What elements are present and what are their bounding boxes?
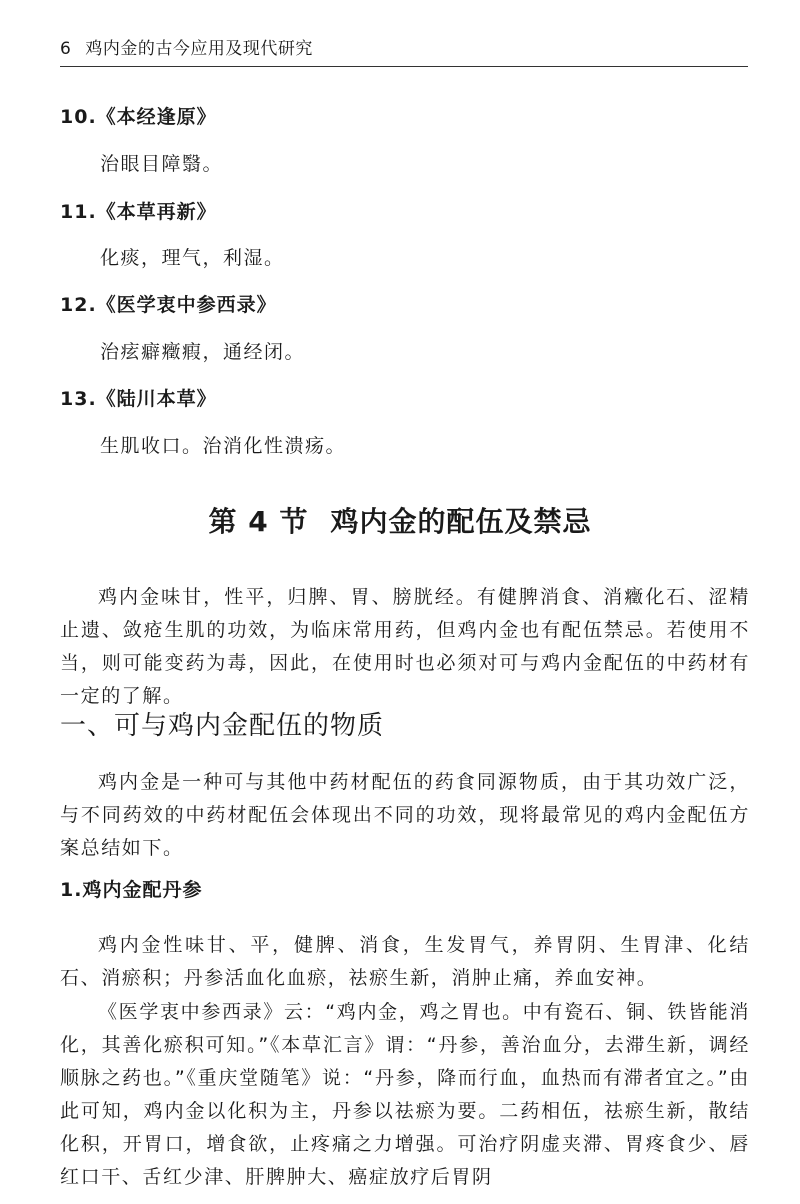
- subsection-intro-paragraph: 鸡内金是一种可与其他中药材配伍的药食同源物质，由于其功效广泛，与不同药效的中药材配伍会体现出不同的功效，现将最常见的鸡内金配伍方案总结如下。: [60, 771, 750, 859]
- page-number: 6: [60, 39, 72, 59]
- entry-title: 10.《本经逢原》: [60, 106, 217, 128]
- section-label: 第 4 节: [208, 505, 309, 538]
- entry-title: 11.《本草再新》: [60, 201, 217, 223]
- section-heading: [0, 500, 800, 540]
- entry-text: 生肌收口。治消化性溃疡。: [100, 435, 347, 457]
- section-intro-paragraph: 鸡内金味甘，性平，归脾、胃、膀胱经。有健脾消食、消癥化石、涩精止遗、敛疮生肌的功效，为临床常用药，但鸡内金也有配伍禁忌。若使用不当，则可能变药为毒，因此，在使用时也必须对可与鸡内金配伍的中药材有一定的了解。: [60, 586, 750, 707]
- entry-title: 13.《陆川本草》: [60, 388, 217, 410]
- entry-text: 治痃癖癥瘕，通经闭。: [100, 341, 306, 363]
- section-title: 鸡内金的配伍及禁忌: [330, 505, 592, 538]
- running-header: [60, 34, 313, 59]
- item-paragraph-1: 鸡内金性味甘、平，健脾、消食，生发胃气，养胃阴、生胃津、化结石、消瘀积；丹参活血化血瘀，祛瘀生新，消肿止痛，养血安神。: [60, 934, 750, 989]
- book-title: 鸡内金的古今应用及现代研究: [85, 39, 313, 59]
- entry-title: 12.《医学衷中参西录》: [60, 294, 277, 316]
- entry-text: 治眼目障翳。: [100, 153, 224, 175]
- header-rule: [60, 66, 748, 67]
- item-heading: 1.鸡内金配丹参: [60, 879, 203, 901]
- item-paragraph-2: 《医学衷中参西录》云：“鸡内金，鸡之胃也。中有瓷石、铜、铁皆能消化，其善化瘀积可知。”《本草汇言》谓：“丹参，善治血分，去滞生新，调经顺脉之药也。”《重庆堂随笔》说：“丹参，降而行血，血热而有滞者宜之。”由此可知，鸡内金以化积为主，丹参以祛瘀为要。二药相伍，祛瘀生新，散结化积，开胃口，增食欲，止疼痛之力增强。可治疗阴虚夹滞、胃疼食少、唇红口干、舌红少津、肝脾肿大、癌症放疗后胃阴: [60, 1001, 750, 1188]
- subsection-heading: 一、可与鸡内金配伍的物质: [60, 711, 385, 741]
- entry-text: 化痰，理气，利湿。: [100, 247, 285, 269]
